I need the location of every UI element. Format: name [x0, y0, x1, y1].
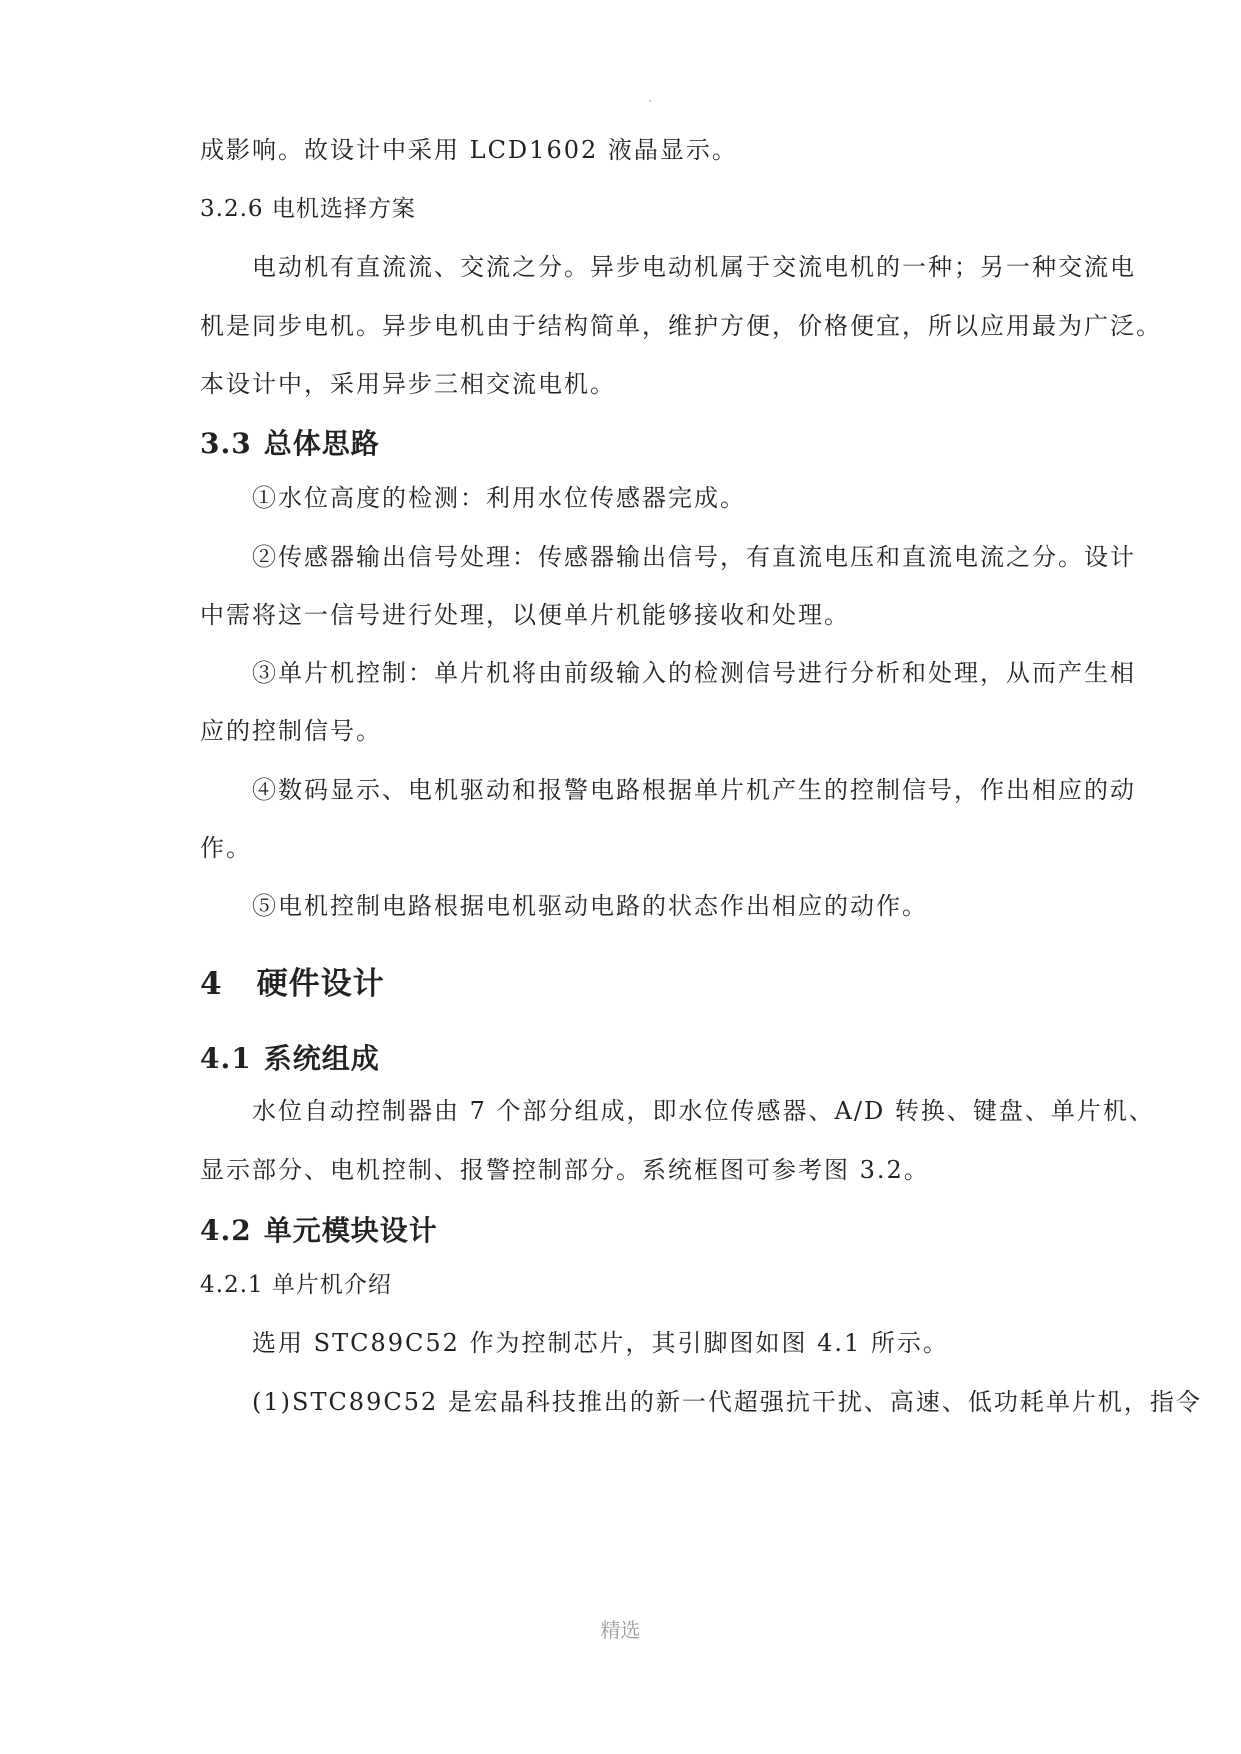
page-mark	[649, 100, 651, 102]
page-footer: 精选	[600, 1618, 641, 1642]
section-number: 4.2	[200, 1214, 252, 1247]
chapter-title: 硬件设计	[256, 966, 385, 1002]
text-line: 电动机有直流流、交流之分。异步电动机属于交流电机的一种；另一种交流电	[252, 253, 1136, 281]
section-heading	[200, 1211, 438, 1251]
text-line: (1)STC89C52 是宏晶科技推出的新一代超强抗干扰、高速、低功耗单片机，指令	[252, 1388, 1202, 1416]
text-line: 机是同步电机。异步电机由于结构简单，维护方便，价格便宜，所以应用最为广泛。	[200, 312, 1162, 340]
section-title: 系统组成	[263, 1042, 380, 1075]
section-title: 总体思路	[263, 427, 380, 460]
section-number: 3.3	[200, 427, 252, 460]
text-line: 选用 STC89C52 作为控制芯片，其引脚图如图 4.1 所示。	[252, 1329, 949, 1357]
text-line: ①水位高度的检测：利用水位传感器完成。	[252, 484, 746, 512]
text-line: ⑤电机控制电路根据电机驱动电路的状态作出相应的动作。	[252, 892, 928, 920]
text-line: 成影响。故设计中采用 LCD1602 液晶显示。	[200, 136, 738, 164]
section-heading	[200, 424, 380, 464]
subsection-heading: 4.2.1 单片机介绍	[200, 1272, 392, 1298]
section-number: 4.1	[200, 1042, 252, 1075]
text-line: ③单片机控制：单片机将由前级输入的检测信号进行分析和处理，从而产生相	[252, 659, 1136, 687]
text-line: 作。	[200, 834, 252, 862]
text-line: 中需将这一信号进行处理，以便单片机能够接收和处理。	[200, 601, 850, 629]
text-line: 本设计中，采用异步三相交流电机。	[200, 370, 616, 398]
text-line: 显示部分、电机控制、报警控制部分。系统框图可参考图 3.2。	[200, 1156, 930, 1184]
chapter-heading	[200, 962, 385, 1006]
text-line: 应的控制信号。	[200, 717, 382, 745]
section-heading	[200, 1039, 380, 1079]
text-line: ④数码显示、电机驱动和报警电路根据单片机产生的控制信号，作出相应的动	[252, 776, 1136, 804]
text-line: ②传感器输出信号处理：传感器输出信号，有直流电压和直流电流之分。设计	[252, 543, 1136, 571]
subsection-heading: 3.2.6 电机选择方案	[200, 196, 416, 222]
text-line: 水位自动控制器由 7 个部分组成，即水位传感器、A/D 转换、键盘、单片机、	[252, 1097, 1155, 1125]
chapter-number: 4	[200, 966, 223, 1002]
section-title: 单元模块设计	[263, 1214, 438, 1247]
